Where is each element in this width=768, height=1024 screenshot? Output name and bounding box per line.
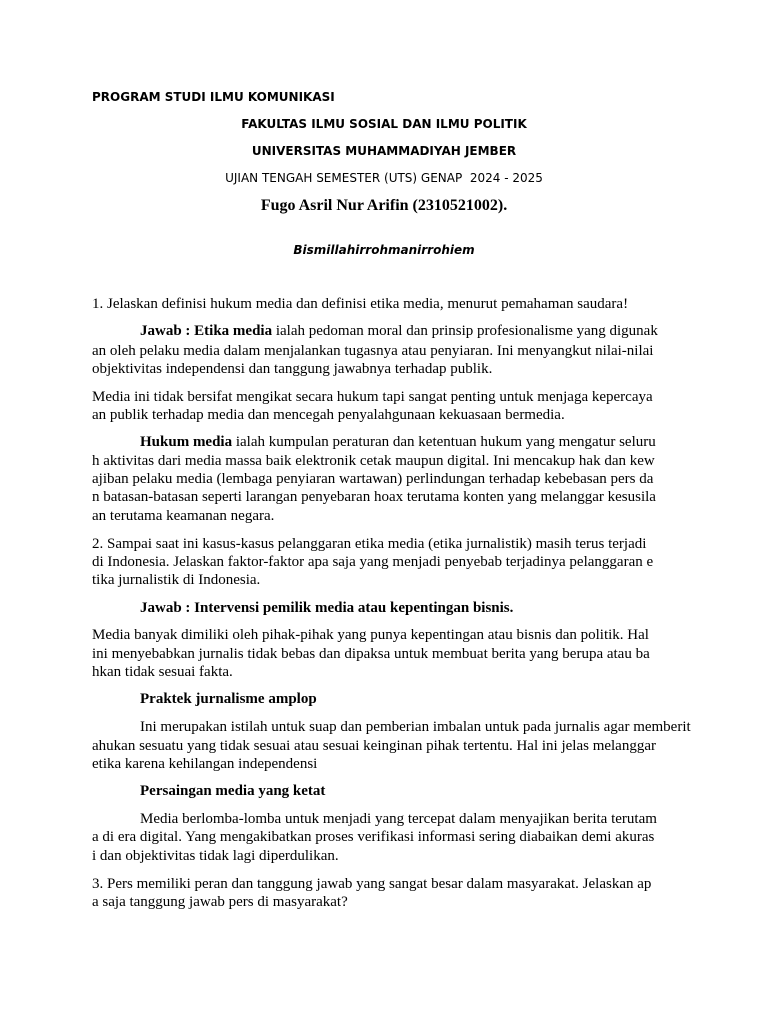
student-name: Fugo Asril Nur Arifin (2310521002).	[260, 197, 508, 214]
etika-para2-line-2: an publik terhadap media dan mencegah penyalahgunaan kekuasaan bermedia.	[92, 407, 565, 423]
question-3-line-2: a saja tanggung jawab pers di masyarakat?	[92, 894, 348, 910]
question-3-line-1: 3. Pers memiliki peran dan tanggung jawab yang sangat besar dalam masyarakat. Jelaskan ap	[92, 876, 652, 892]
hukum-lead: Hukum media	[140, 434, 233, 450]
answer-hukum-line-1	[140, 433, 656, 451]
question-2-line-1: 2. Sampai saat ini kasus-kasus pelanggaran etika media (etika jurnalistik) masih terus terjadi	[92, 536, 647, 552]
university-title: UNIVERSITAS MUHAMMADIYAH JEMBER	[251, 144, 517, 158]
q2-para3-line-1: Media berlomba-lomba untuk menjadi yang tercepat dalam menyajikan berita terutam	[140, 811, 657, 827]
q2-heading-intervensi: Jawab : Intervensi pemilik media atau kepentingan bisnis.	[140, 600, 514, 616]
q2-para2-line-2: ahukan sesuatu yang tidak sesuai atau sesuai keinginan pihak tertentu. Hal ini jelas melanggar	[92, 738, 656, 754]
opening-phrase: Bismillahirrohmanirrohiem	[293, 243, 475, 257]
q2-para2-line-1: Ini merupakan istilah untuk suap dan pemberian imbalan untuk pada jurnalis agar memberit	[140, 719, 691, 735]
etika-para2-line-1: Media ini tidak bersifat mengikat secara hukum tapi sangat penting untuk menjaga kepercaya	[92, 389, 653, 405]
answer-etika-line-3: objektivitas independensi dan tanggung jawabnya terhadap publik.	[92, 361, 493, 377]
question-2-line-2: di Indonesia. Jelaskan faktor-faktor apa saja yang menjadi penyebab terjadinya pelanggaran e	[92, 554, 654, 570]
etika-text: ialah pedoman moral dan prinsip profesionalisme yang digunak	[272, 323, 658, 339]
answer-hukum-line-2: h aktivitas dari media massa baik elektronik cetak maupun digital. Ini mencakup hak dan kew	[92, 453, 655, 469]
answer-hukum-line-5: an terutama keamanan negara.	[92, 508, 275, 524]
q2-heading-persaingan: Persaingan media yang ketat	[140, 783, 326, 799]
answer-etika-line-1	[140, 322, 658, 340]
q2-para2-line-3: etika karena kehilangan independensi	[92, 756, 318, 772]
faculty-title: FAKULTAS ILMU SOSIAL DAN ILMU POLITIK	[241, 117, 527, 131]
q2-para1-line-2: ini menyebabkan jurnalis tidak bebas dan dipaksa untuk membuat berita yang berupa atau ba	[92, 646, 650, 662]
etika-lead: Jawab : Etika media	[140, 323, 273, 339]
question-2-line-3: tika jurnalistik di Indonesia.	[92, 572, 261, 588]
hukum-text: ialah kumpulan peraturan dan ketentuan hukum yang mengatur seluru	[232, 434, 656, 450]
exam-title: UJIAN TENGAH SEMESTER (UTS) GENAP 2024 - 2025	[225, 171, 543, 185]
question-1: 1. Jelaskan definisi hukum media dan definisi etika media, menurut pemahaman saudara!	[92, 296, 629, 312]
answer-hukum-line-3: ajiban pelaku media (lembaga penyiaran wartawan) perlindungan terhadap kebebasan pers da	[92, 471, 654, 487]
q2-para3-line-3: i dan objektivitas tidak lagi diperdulikan.	[92, 848, 339, 864]
q2-para1-line-3: hkan tidak sesuai fakta.	[92, 664, 233, 680]
q2-para1-line-1: Media banyak dimiliki oleh pihak-pihak yang punya kepentingan atau bisnis dan politik. Hal	[92, 627, 649, 643]
answer-hukum-line-4: n batasan-batasan seperti larangan penyebaran hoax terutama konten yang melanggar kesusila	[92, 489, 656, 505]
q2-heading-amplop: Praktek jurnalisme amplop	[140, 691, 317, 707]
q2-para3-line-2: a di era digital. Yang mengakibatkan proses verifikasi informasi sering diabaikan demi akuras	[92, 829, 655, 845]
program-title: PROGRAM STUDI ILMU KOMUNIKASI	[92, 90, 335, 104]
answer-etika-line-2: an oleh pelaku media dalam menjalankan tugasnya atau penyiaran. Ini menyangkut nilai-nilai	[92, 343, 654, 359]
